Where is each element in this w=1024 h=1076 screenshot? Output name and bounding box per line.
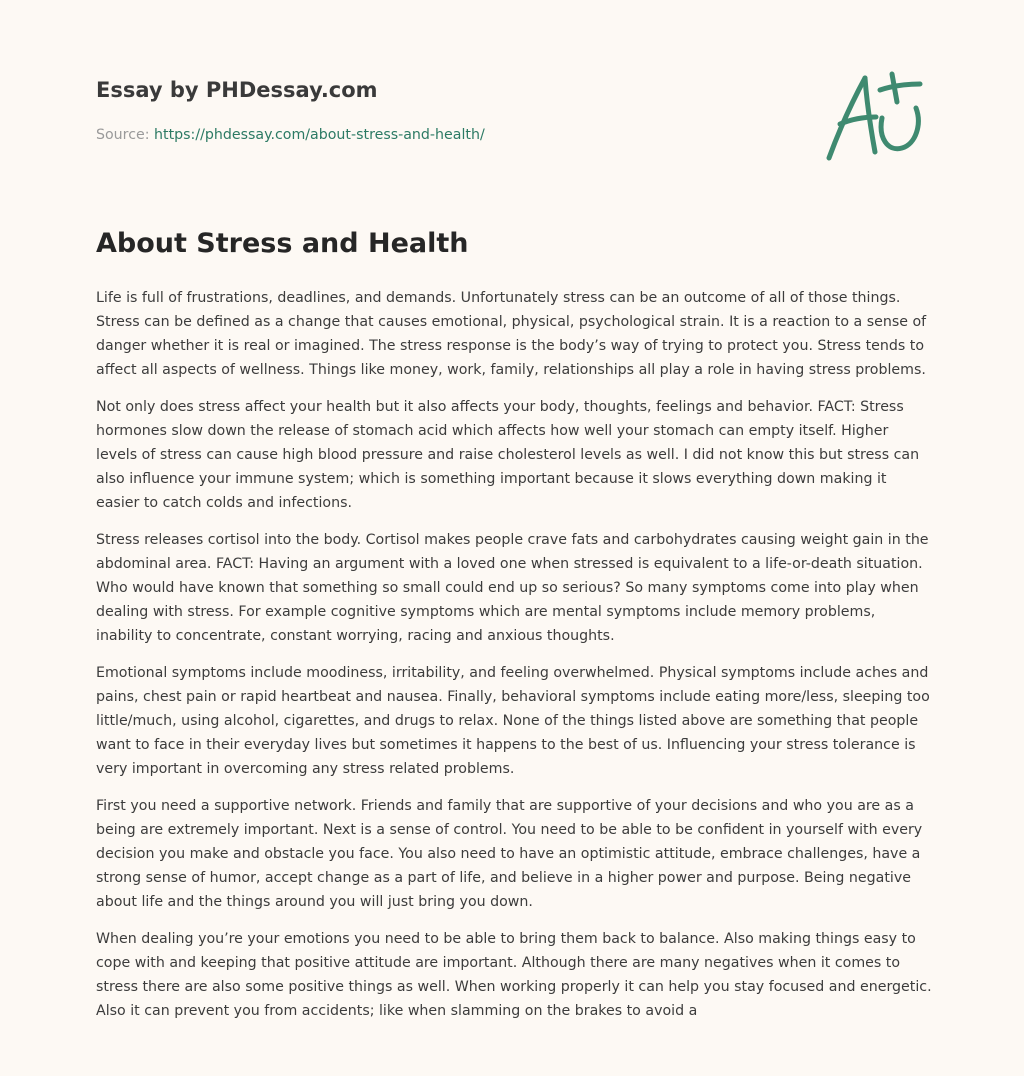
source-line [96,126,856,144]
article-body [96,286,932,1066]
page-header [96,74,856,144]
article-paragraph: Stress releases cortisol into the body. Cortisol makes people crave fats and carbohydrates causing weight gain in the abdominal area. FACT: Having an argument with a loved one when stressed is equivalent to a life-or-death situation. Who would have known that something so small could end up so serious? So many symptoms come into play when dealing with stress. For example cognitive symptoms which are mental symptoms include memory problems, inability to concentrate, constant worrying, racing and anxious thoughts. [96,532,929,644]
article-title: About Stress and Health [96,228,469,259]
source-link[interactable]: https://phdessay.com/about-stress-and-health/ [154,127,485,143]
article-paragraph: Life is full of frustrations, deadlines, and demands. Unfortunately stress can be an outcome of all of those things. Stress can be defined as a change that causes emotional, physical, psychological strain. It is a reaction to a sense of danger whether it is real or imagined. The stress response is the body’s way of trying to protect you. Stress tends to affect all aspects of wellness. Things like money, work, family, relationships all play a role in having stress problems. [96,290,927,378]
article-paragraph: First you need a supportive network. Friends and family that are supportive of your decisions and who you are as a being are extremely important. Next is a sense of control. You need to be able to be confident in yourself with every decision you make and obstacle you face. You also need to have an optimistic attitude, embrace challenges, have a strong sense of humor, accept change as a part of life, and believe in a higher power and purpose. Being negative about life and the things around you will just bring you down. [96,798,923,910]
article-paragraph: Not only does stress affect your health but it also affects your body, thoughts, feelings and behavior. FACT: Stress hormones slow down the release of stomach acid which affects how well your stomach can empty itself. Higher levels of stress can cause high blood pressure and raise cholesterol levels as well. I did not know this but stress can also influence your immune system; which is something important because it slows everything down making it easier to catch colds and infections. [96,399,920,511]
article-paragraph: When dealing you’re your emotions you need to be able to bring them back to balance. Also making things easy to cope with and keeping that positive attitude are important. Although there are many negatives when it comes to stress there are also some positive things as well. When working properly it can help you stay focused and energetic. Also it can prevent you from accidents; like when slamming on the brakes to avoid a [96,931,932,1019]
source-label: Source: [96,127,150,143]
brand-title: Essay by PHDessay.com [96,78,378,102]
a-plus-grade-icon [818,66,934,166]
article-paragraph: Emotional symptoms include moodiness, irritability, and feeling overwhelmed. Physical symptoms include aches and pains, chest pain or rapid heartbeat and nausea. Finally, behavioral symptoms include eating more/less, sleeping too little/much, using alcohol, cigarettes, and drugs to relax. None of the things listed above are something that people want to face in their everyday lives but sometimes it happens to the best of us. Influencing your stress tolerance is very important in overcoming any stress related problems. [96,665,930,777]
